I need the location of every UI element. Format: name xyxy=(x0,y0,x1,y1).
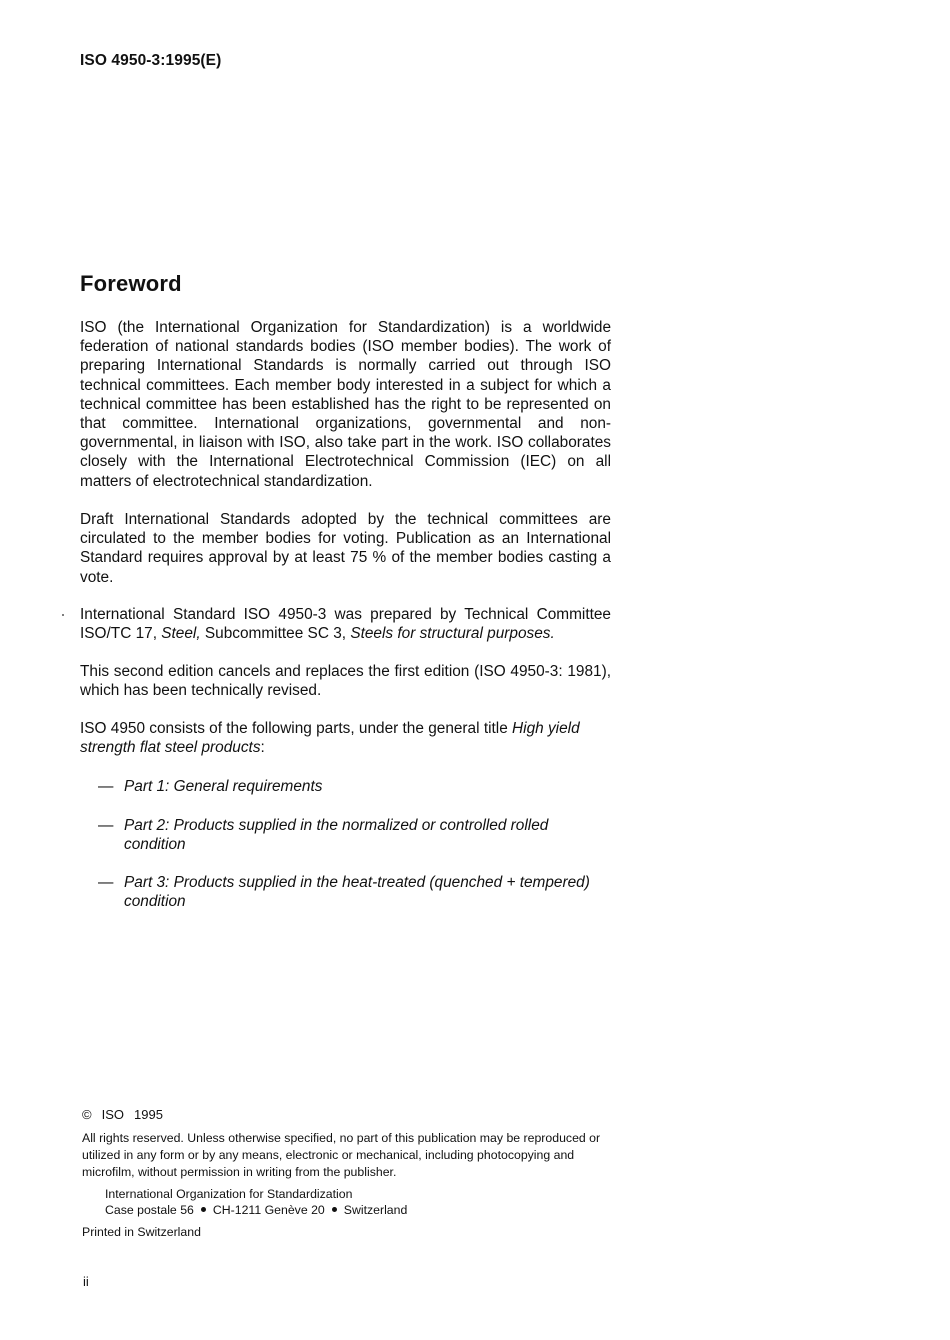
p3-text-prefix: International Standard ISO 4950-3 was prepared by Technical Committee ISO/TC 17, xyxy=(80,606,611,643)
publisher-name: International Organization for Standardization xyxy=(105,1187,353,1201)
printed-in: Printed in Switzerland xyxy=(82,1225,201,1239)
copyright-icon: © xyxy=(82,1107,92,1122)
foreword-paragraph-3 xyxy=(80,605,611,643)
address-country: Switzerland xyxy=(343,1203,408,1217)
p5-text-prefix: ISO 4950 consists of the following parts, under the general title xyxy=(80,720,513,737)
bullet-icon xyxy=(332,1207,337,1212)
address-line xyxy=(105,1202,407,1218)
foreword-paragraph-4: This second edition cancels and replaces the first edition (ISO 4950-3: 1981), which has been technically revised. xyxy=(80,663,611,700)
copyright-org: ISO xyxy=(101,1107,124,1122)
publisher-address xyxy=(105,1186,407,1218)
part-3-title: Part 3: Products supplied in the heat-treated (quenched + tempered) condition xyxy=(124,874,590,911)
p3-text-middle: Subcommittee SC 3, xyxy=(200,625,351,643)
foreword-paragraph-1: ISO (the International Organization for Standardization) is a worldwide federation of national standards bodies (ISO member bodies). The work of preparing International Standards is normally carried out through ISO technical committees. Each member body interested in a subject for which a technical committee has been established has the right to be represented on that committee. International organizations, governmental and non-governmental, in liaison with ISO, also take part in the work. ISO collaborates closely with the International Electrotechnical Commission (IEC) on all matters of electrotechnical standardization. xyxy=(80,319,611,490)
address-city: CH-1211 Genève 20 xyxy=(212,1203,325,1217)
foreword-paragraph-5 xyxy=(80,719,611,757)
address-postbox: Case postale 56 xyxy=(105,1203,194,1217)
p3-subcommittee-name: Steels for structural purposes. xyxy=(350,625,555,643)
margin-mark xyxy=(62,614,64,616)
page-number: ii xyxy=(83,1274,89,1289)
p5-text-suffix: : xyxy=(260,739,265,757)
em-dash: — xyxy=(98,874,114,891)
general-title: High yield strength flat steel products xyxy=(80,720,580,757)
foreword-paragraph-2: Draft International Standards adopted by the technical committees are circulated to the member bodies for voting. Publication as an International Standard requires approval by at least 75 % of the member bodies casting a vote. xyxy=(80,511,611,586)
list-item-part-2 xyxy=(98,816,613,854)
part-2-title: Part 2: Products supplied in the normalized or controlled rolled condition xyxy=(124,817,549,854)
section-title: Foreword xyxy=(80,271,182,296)
rights-notice: All rights reserved. Unless otherwise specified, no part of this publication may be reproduced or utilized in any form or by any means, electronic or mechanical, including photocopying and microfilm, without permission in writing from the publisher. xyxy=(82,1131,601,1179)
em-dash: — xyxy=(98,817,114,834)
part-1-title: Part 1: General requirements xyxy=(124,778,323,795)
em-dash: — xyxy=(98,778,114,795)
document-identifier: ISO 4950-3:1995(E) xyxy=(80,52,222,69)
bullet-icon xyxy=(201,1207,206,1212)
list-item-part-1 xyxy=(98,777,613,796)
copyright-line xyxy=(82,1107,163,1122)
p3-committee-name: Steel, xyxy=(161,625,201,643)
copyright-year: 1995 xyxy=(134,1107,163,1122)
list-item-part-3 xyxy=(98,873,613,911)
